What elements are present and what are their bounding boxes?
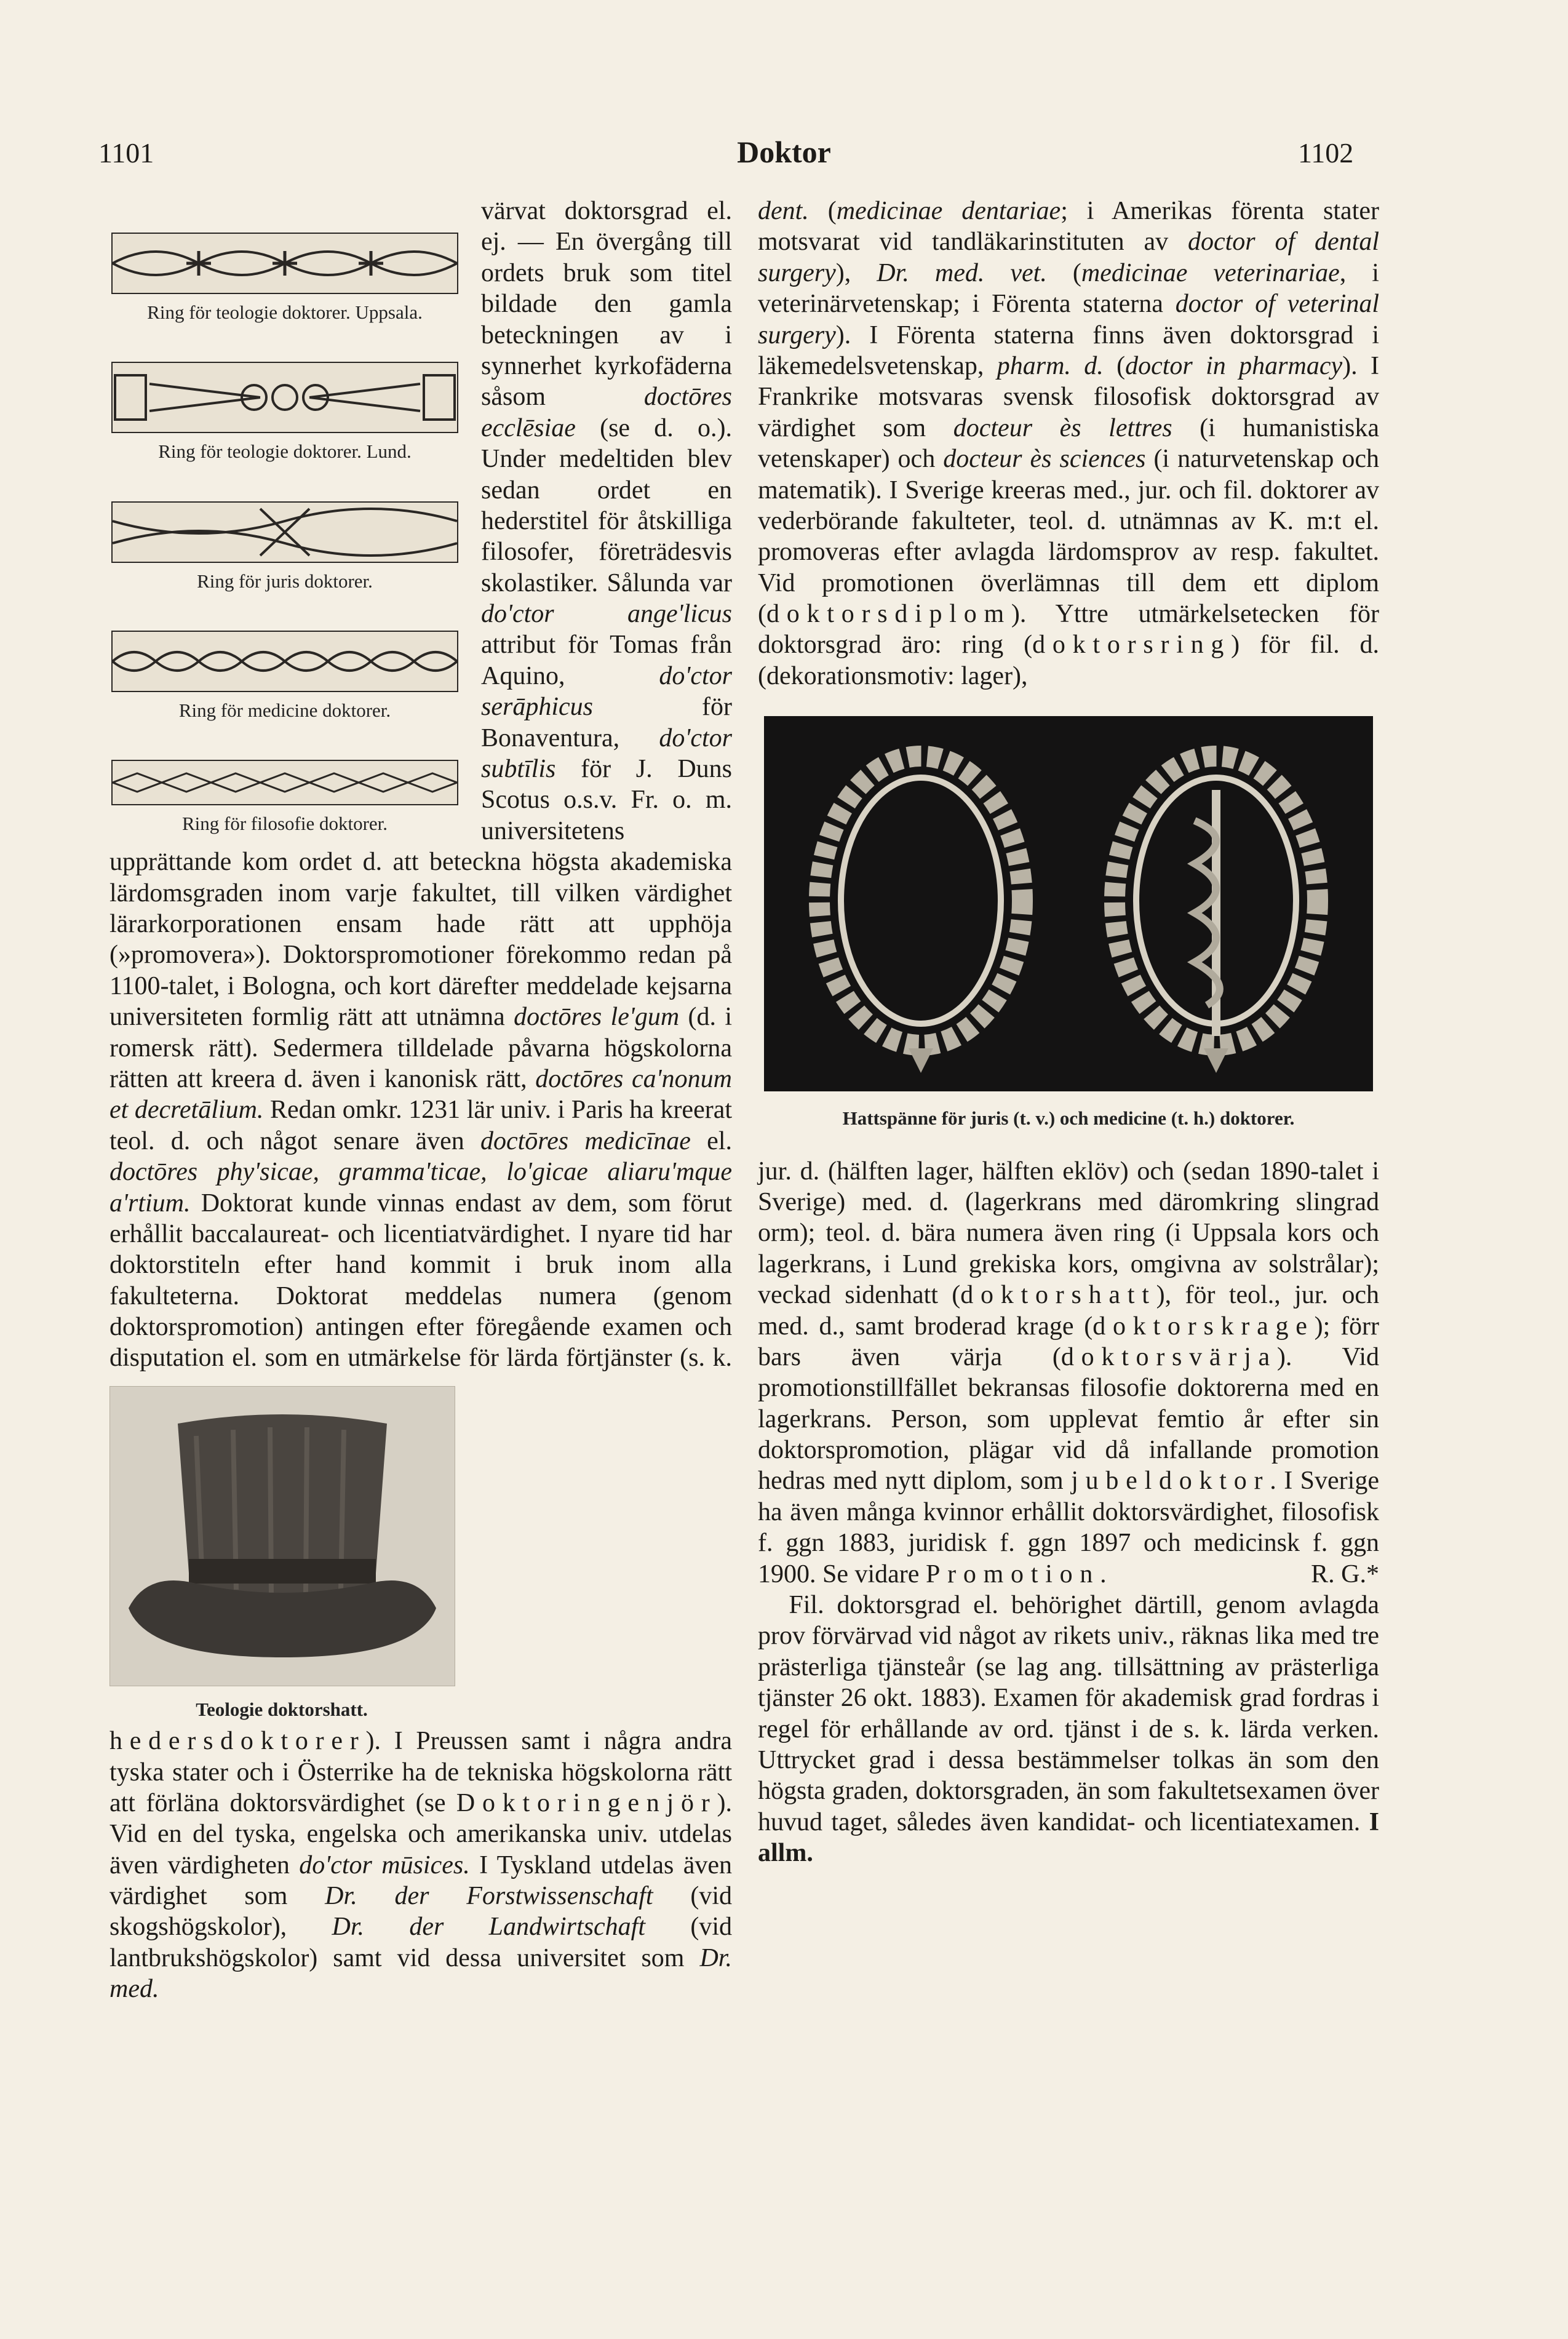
text-run: ); förr bars även värja (	[758, 1312, 1379, 1371]
text-run: ). Vid promotionstillfället bekransas filosofie doktorerna med en lagerkrans. Person, som upplevat femtio år efter sin doktorspromotion, plägar vid då infallande promotion hedras med nytt diplom, som	[758, 1342, 1379, 1496]
text-run: (i naturvetenskap och matematik). I Sverige kreeras med., jur. och fil. doktorer av vederbörande fakulteter, teol. d. utnämnas av K. m:t el. promoveras efter avlagda lärdomsprov av resp. fakultet. Vid promotionen överlämnas till dem ett diplom (	[758, 445, 1379, 629]
italic-term: do'ctor mūsices.	[299, 1851, 470, 1879]
italic-term: medicinae dentariae	[836, 197, 1061, 225]
text-run: , i veterinärvetenskap; i Förenta staterna	[758, 258, 1379, 319]
paragraph-foreign-degrees	[758, 196, 1379, 691]
text-run: el.	[690, 1126, 732, 1155]
spaced-term: doktorshatt	[960, 1281, 1156, 1310]
text-run: ), för teol., jur. och med. d., samt broderad krage (	[758, 1281, 1380, 1341]
ring-image-law	[111, 501, 458, 563]
italic-term: do'ctor subtīlis	[481, 723, 732, 784]
text-run: ; i Amerikas förenta stater motsvarat vid tandläkarinstituten av	[758, 197, 1379, 257]
spaced-term: Doktoringenjör	[456, 1788, 717, 1817]
right-column	[758, 196, 1379, 1869]
text-run: (i humanistiska vetenskaper) och	[758, 413, 1379, 474]
italic-term: Dr. med. vet.	[877, 258, 1047, 287]
italic-term: docteur ès sciences	[943, 445, 1146, 474]
text-run: (	[1046, 258, 1081, 287]
italic-term: pharm. d.	[997, 351, 1104, 380]
text-run: attribut för Tomas från Aquino,	[481, 631, 732, 690]
ring-image-philosophy	[111, 760, 458, 805]
italic-term: docteur ès lettres	[953, 413, 1172, 442]
italic-term: doctōres le'gum	[514, 1003, 680, 1032]
spaced-term: doktorsdiplom	[766, 600, 1011, 629]
italic-term: doctor in pharmacy	[1125, 351, 1343, 380]
text-run: för Bonaventura,	[481, 693, 732, 752]
text-run: ),	[835, 258, 877, 287]
italic-term: dent.	[758, 197, 809, 225]
italic-term: Dr. der Landwirtschaft	[332, 1913, 646, 1942]
italic-term: Dr. med.	[109, 1943, 732, 2004]
italic-term: do'ctor ange'licus	[481, 600, 732, 629]
text-run: för J. Duns Scotus o.s.v. Fr. o. m. universitetens upprättande kom ordet d. att beteckna högsta akademiska lärdomsgraden inom varje fakultet, till vilken värdighet lärarkorporationen ensam hade rätt att upphöja (»promovera»). Doktorspromotioner förekommo redan på 1100-talet, i Bologna, och kort därefter meddelade kejsarna universiteten formlig rätt att utnämna	[109, 755, 732, 1032]
text-run: (vid skogshögskolor),	[109, 1882, 733, 1942]
italic-term: do'ctor serāphicus	[481, 661, 732, 722]
paragraph-insignia	[758, 1156, 1379, 1590]
italic-term: doctōres ca'nonum et decretālium.	[109, 1064, 732, 1125]
running-head: Doktor	[737, 135, 831, 169]
text-run: Fil. doktorsgrad el. behörighet därtill, genom avlagda prov förvärvad vid något av rikets univ., räknas lika med tre prästerliga tjänsteår (se lag ang. tillsättning av prästerliga tjänster 26 okt. 1883). Examen för akademisk grad fordras i regel för erhållande av ord. tjänst i de s. k. lärda verken. Uttrycket grad i dessa bestämmelser tolkas än som den högsta graden, doktorsgraden, än som fakultetsexamen över huvud taget, således även kandidat- och licentiatexamen.	[758, 1591, 1379, 1836]
spaced-term: doktorskrage	[1092, 1312, 1315, 1341]
paragraph-academic-rank	[758, 1590, 1379, 1869]
ring-image-theology-uppsala	[111, 233, 458, 294]
ring-caption-medicine: Ring för medicine doktorer.	[178, 699, 391, 721]
wreath-figure	[758, 716, 1379, 1131]
text-run: ). I Förenta staterna finns även doktorsgrad i läkemedelsvetenskap,	[758, 321, 1379, 380]
ring-caption-theology-lund: Ring för teologie doktorer. Lund.	[158, 440, 412, 463]
wreath-caption: Hattspänne för juris (t. v.) och medicine (t. h.) doktorer.	[842, 1107, 1295, 1130]
text-run: Doktorat kunde vinnas endast av dem, som förut erhållit baccalaureat- och licentiatvärdighet. I nyare tid har doktorstiteln efter hand kommit i bruk inom alla fakulteterna. Doktorat meddelas numera (genom doktorspromotion) antingen efter föregående examen och disputation el. som en utmärkelse för lärda förtjänster (s. k.	[109, 1189, 732, 1373]
page-number-left: 1101	[98, 137, 154, 169]
text-run: värvat doktorsgrad el. ej. — En övergång till ordets bruk som titel bildade den gamla beteckningen av i synnerhet kyrkofäderna såsom	[481, 197, 732, 412]
italic-term: doctor of veterinal surgery	[758, 290, 1379, 349]
text-run: Redan omkr. 1231 lär univ. i Paris ha kreerat teol. d. och något senare även	[109, 1096, 733, 1155]
text-run: jur. d. (hälften lager, hälften eklöv) och (sedan 1890-talet i Sverige) med. d. (lagerkrans med däromkring slingrad orm); teol. d. bära numera även ring (i Uppsala kors och lagerkrans, i Lund grekiska kors, omgivna av solstrålar); veckad sidenhatt (	[758, 1157, 1379, 1310]
spaced-term: doktorsring	[1032, 631, 1232, 659]
text-run: (	[808, 197, 837, 225]
hat-figure	[109, 1386, 454, 1722]
text-run: (se d. o.). Under medeltiden blev sedan ordet en hederstitel för åtskilliga filosofer, företrädesvis skolastiker. Sålunda var	[481, 413, 732, 597]
spaced-term: hedersdoktorer	[109, 1727, 366, 1756]
ring-figures	[109, 196, 460, 836]
italic-term: doctōres ecclēsiae	[481, 383, 732, 442]
doctoral-hat-image	[109, 1386, 455, 1686]
text-run: ). I Preussen samt i några andra tyska stater och i Österrike ha de tekniska högskolorna rätt att förläna doktorsvärdighet (se	[109, 1727, 732, 1817]
left-column	[109, 196, 732, 2005]
text-run: (vid lantbrukshögskolor) samt vid dessa universitet som	[109, 1913, 733, 1972]
italic-term: medicinae veterinariae	[1081, 258, 1340, 287]
text-run: (d. i romersk rätt). Sedermera tilldelade påvarna högskolorna rätten att kreera d. även i kanonisk rätt,	[109, 1003, 733, 1093]
author-signature: R. G.*	[1311, 1560, 1379, 1588]
spaced-term: Promotion.	[925, 1560, 1114, 1588]
text-run: ). Yttre utmärkelsetecken för doktorsgrad äro: ring (	[758, 600, 1379, 659]
italic-term: Dr. der Forstwissenschaft	[325, 1882, 653, 1911]
spaced-term: doktorsvärja	[1061, 1342, 1277, 1371]
text-run: (	[1103, 351, 1126, 380]
ring-caption-philosophy: Ring för filosofie doktorer.	[181, 813, 388, 835]
hat-clasps-image	[764, 716, 1373, 1091]
ring-caption-theology-uppsala: Ring för teologie doktorer. Uppsala.	[147, 301, 423, 323]
page-number-right: 1102	[1298, 137, 1354, 169]
text-run: I Tyskland utdelas även värdighet som	[109, 1851, 732, 1911]
bold-term: I allm.	[758, 1807, 1379, 1868]
text-run: ). Vid en del tyska, engelska och amerikanska univ. utdelas även värdigheten	[109, 1788, 732, 1879]
italic-term: doctōres phy'sicae, gramma'ticae, lo'gicae aliaru'mque a'rtium.	[109, 1158, 732, 1217]
ring-caption-law: Ring för juris doktorer.	[197, 570, 373, 592]
text-run: . I Sverige ha även många kvinnor erhållit doktorsvärdighet, filosofisk f. ggn 1883, juridisk f. ggn 1897 och medicinsk f. ggn 1900. Se vidare	[758, 1467, 1379, 1588]
spaced-term: jubeldoktor	[1071, 1467, 1270, 1496]
text-run: ). I Frankrike motsvaras svensk filosofisk doktorsgrad av värdighet som	[758, 351, 1379, 442]
ring-image-medicine	[111, 631, 458, 692]
hat-caption: Teologie doktorshatt.	[196, 1698, 368, 1720]
italic-term: doctōres medicīnae	[480, 1126, 691, 1155]
italic-term: doctor of dental surgery	[758, 228, 1379, 287]
text-run: ) för fil. d. (dekorationsmotiv: lager),	[758, 631, 1379, 690]
ring-image-theology-lund	[111, 362, 458, 433]
